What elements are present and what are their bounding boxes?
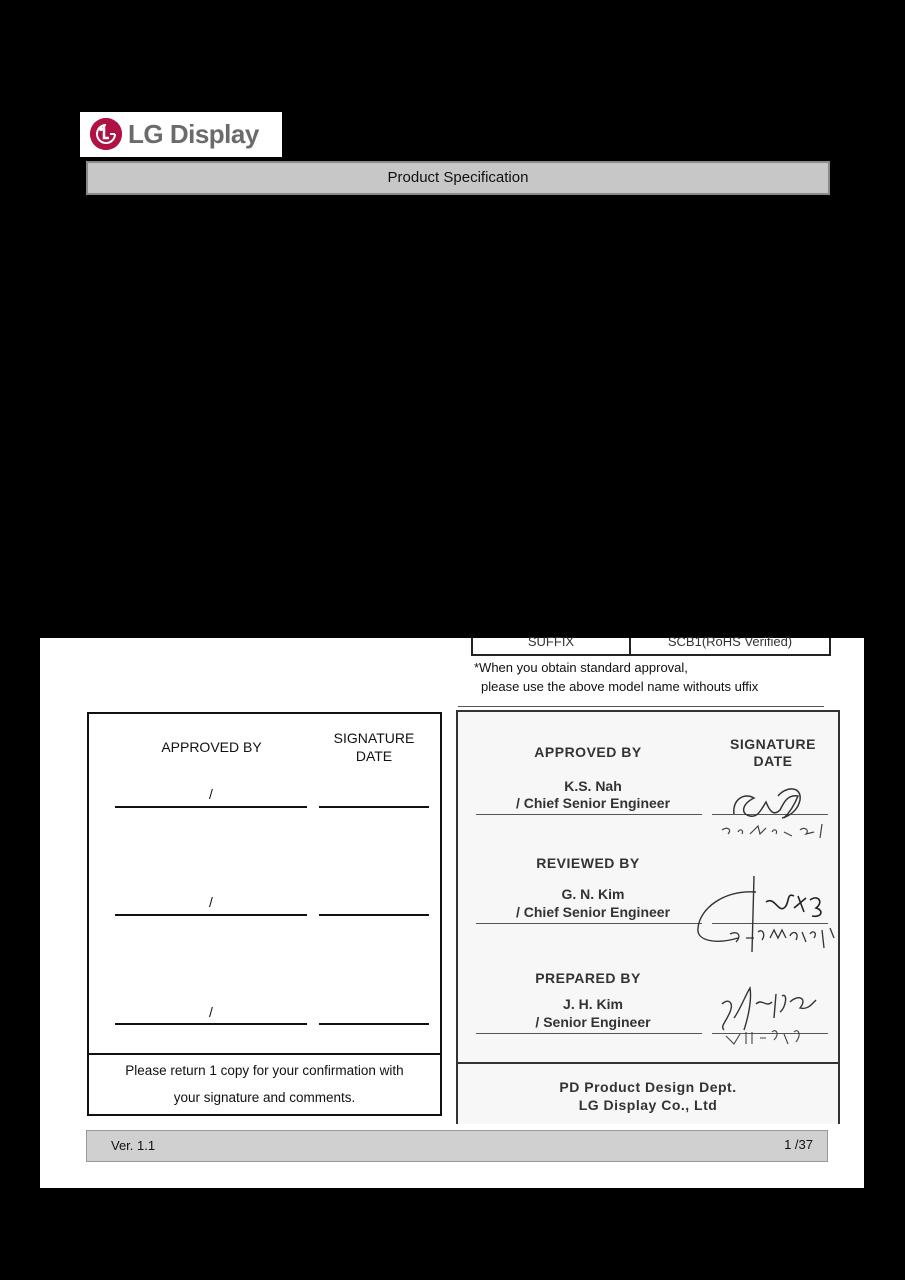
date-heading: DATE xyxy=(355,748,393,764)
approval-note-line1: *When you obtain standard approval, xyxy=(474,660,688,675)
name-line xyxy=(115,914,307,916)
handwritten-signature-approver xyxy=(714,772,834,847)
suffix-label: SUFFIX xyxy=(527,634,575,649)
page-number: 1 /37 xyxy=(784,1137,813,1152)
return-instruction-line2: your signature and comments. xyxy=(173,1090,356,1105)
lg-face-icon xyxy=(90,118,122,150)
approved-by-heading: APPROVED BY xyxy=(534,744,642,760)
name-line xyxy=(115,1023,307,1025)
suffix-value: SCB1(RoHS Verified) xyxy=(667,634,793,649)
approved-by-heading: APPROVED BY xyxy=(161,739,262,755)
approver-title: / Chief Senior Engineer xyxy=(515,795,671,811)
reviewed-by-heading: REVIEWED BY xyxy=(536,855,640,871)
lgd-approval-box xyxy=(456,710,840,1124)
box-divider xyxy=(458,1062,838,1064)
return-instruction-line1: Please return 1 copy for your confirmation with xyxy=(125,1063,404,1078)
name-title-separator: / xyxy=(209,786,213,802)
signature-heading: SIGNATURE xyxy=(333,730,415,746)
document-page xyxy=(40,634,864,1188)
reviewer-title: / Chief Senior Engineer xyxy=(515,904,671,920)
name-line xyxy=(115,806,307,808)
name-line xyxy=(476,814,702,815)
name-line xyxy=(476,923,702,924)
signature-line xyxy=(319,914,429,916)
signature-line xyxy=(319,1023,429,1025)
divider xyxy=(458,706,824,707)
prepared-by-heading: PREPARED BY xyxy=(535,970,641,986)
approval-note-line2: please use the above model name withouts uffix xyxy=(481,679,759,694)
name-line xyxy=(476,1033,702,1034)
name-title-separator: / xyxy=(209,894,213,910)
page-footer xyxy=(86,1130,828,1162)
name-title-separator: / xyxy=(209,1004,213,1020)
version-label: Ver. 1.1 xyxy=(111,1138,156,1153)
box-divider xyxy=(89,1053,440,1055)
lg-display-logo xyxy=(80,112,282,157)
date-heading: DATE xyxy=(753,753,793,769)
reviewer-name: G. N. Kim xyxy=(561,886,625,902)
signature-heading: SIGNATURE xyxy=(730,736,816,752)
approver-name: K.S. Nah xyxy=(564,778,622,794)
handwritten-signature-reviewer xyxy=(694,872,840,962)
suffix-table xyxy=(471,634,831,656)
preparer-title: / Senior Engineer xyxy=(535,1014,651,1030)
department-name: PD Product Design Dept. xyxy=(559,1079,737,1095)
page-title: Product Specification xyxy=(86,161,830,195)
preparer-name: J. H. Kim xyxy=(563,996,623,1012)
logo-text: LG Display xyxy=(128,119,259,149)
handwritten-signature-preparer xyxy=(716,974,834,1054)
signature-line xyxy=(319,806,429,808)
customer-approval-box xyxy=(87,712,442,1116)
company-name: LG Display Co., Ltd xyxy=(578,1097,718,1113)
